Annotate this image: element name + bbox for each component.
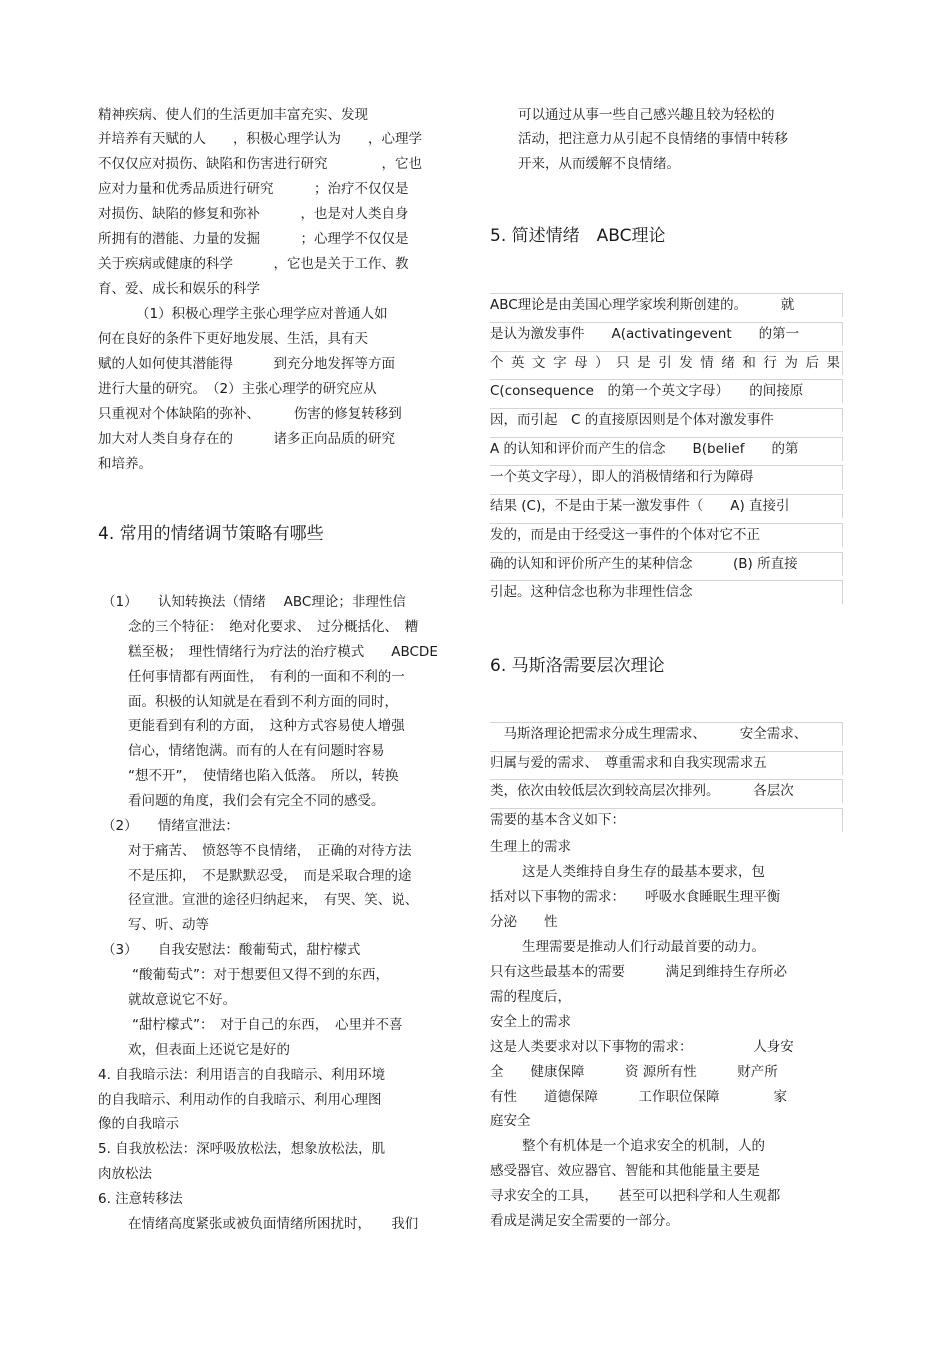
text-line: 和培养。: [98, 456, 152, 472]
boxed-text-line: 个英文字母）只是引发情绪和行为后果: [490, 351, 843, 375]
text-line: “想不开”， 使情绪也陷入低落。 所以，转换: [128, 768, 399, 784]
text-line: 需的程度后，: [490, 989, 571, 1005]
text-line: 全 健康保障 资 源所有性 财产所: [490, 1064, 778, 1080]
text-line: 活动，把注意力从引起不良情绪的事情中转移: [518, 131, 788, 147]
text-line: 育、爱、成长和娱乐的科学: [98, 281, 260, 297]
text-line: 对损伤、缺陷的修复和弥补 ，也是对人类自身: [98, 206, 409, 222]
boxed-text-line: 一个英文字母），即人的消极情绪和行为障碍: [490, 465, 843, 489]
text-line: 像的自我暗示: [98, 1116, 179, 1132]
text-line: 看成是满足安全需要的一部分。: [490, 1213, 679, 1229]
text-line: 对于痛苦、 愤怒等不良情绪， 正确的对待方法: [128, 843, 412, 859]
text-line: 6. 注意转移法: [98, 1191, 183, 1207]
boxed-text-line: 是认为激发事件 A(activatingevent 的第一: [490, 322, 843, 346]
text-line: 任何事情都有两面性， 有利的一面和不利的一: [128, 669, 405, 685]
text-line: （2） 情绪宣泄法：: [102, 818, 239, 834]
boxed-text-line: 引起。这种信念也称为非理性信念: [490, 580, 843, 604]
section-heading: 6. 马斯洛需要层次理论: [490, 656, 665, 676]
text-line: 5. 自我放松法：深呼吸放松法，想象放松法，肌: [98, 1141, 386, 1157]
text-line: 庭安全: [490, 1113, 531, 1129]
boxed-text-line: 结果 (C)，不是由于某一激发事件（ A) 直接引: [490, 494, 843, 518]
text-line: 写、听、动等: [128, 917, 209, 933]
boxed-text-line: 因，而引起 C 的直接原因则是个体对激发事件: [490, 408, 843, 432]
text-line: （1）积极心理学主张心理学应对普通人如: [136, 306, 388, 322]
boxed-text-line: C(consequence 的第一个英文字母） 的间接原: [490, 379, 843, 403]
boxed-text-line: 类，依次由较低层次到较高层次排列。 各层次: [490, 779, 843, 803]
text-line: 进行大量的研究。 （2）主张心理学的研究应从: [98, 381, 377, 397]
text-line: 只有这些最基本的需要 满足到维持生存所必: [490, 964, 787, 980]
text-line: 关于疾病或健康的科学 ，它也是关于工作、教: [98, 256, 409, 272]
text-line: 这是人类维持自身生存的最基本要求，包: [522, 864, 765, 880]
text-line: 4. 自我暗示法：利用语言的自我暗示、利用环境: [98, 1067, 386, 1083]
text-line: 何在良好的条件下更好地发展、生活，具有天: [98, 331, 368, 347]
text-line: 信心，情绪饱满。而有的人在有问题时容易: [128, 743, 385, 759]
text-line: 赋的人如何使其潜能得 到充分地发挥等方面: [98, 356, 395, 372]
text-line: 径宣泄。宣泄的途径归纳起来， 有哭、笑、说、: [128, 892, 419, 908]
text-line: （3） 自我安慰法：酸葡萄式，甜柠檬式: [102, 942, 361, 958]
text-line: 更能看到有利的方面， 这种方式容易使人增强: [128, 718, 405, 734]
boxed-text-line: A 的认知和评价而产生的信念 B(belief 的第: [490, 437, 843, 461]
text-line: 并培养有天赋的人 ，积极心理学认为 ，心理学: [98, 131, 422, 147]
text-line: 精神疾病、使人们的生活更加丰富充实、发现: [98, 107, 368, 123]
text-line: 生理需要是推动人们行动最首要的动力。: [522, 939, 765, 955]
text-line: 不仅仅应对损伤、缺陷和伤害进行研究 ，它也: [98, 156, 422, 172]
text-line: “甜柠檬式”： 对于自己的东西， 心里并不喜: [132, 1017, 403, 1033]
text-line: 看问题的角度，我们会有完全不同的感受。: [128, 793, 385, 809]
text-line: （1） 认知转换法（情绪 ABC理论；非理性信: [102, 594, 406, 610]
boxed-text-line: 归属与爱的需求、 尊重需求和自我实现需求五: [490, 751, 843, 775]
text-line: 可以通过从事一些自己感兴趣且较为轻松的: [518, 107, 775, 123]
text-line: 念的三个特征： 绝对化要求、 过分概括化、 糟: [128, 619, 419, 635]
section-heading: 4. 常用的情绪调节策略有哪些: [98, 524, 324, 544]
text-line: 括对以下事物的需求： 呼吸水食睡眠生理平衡: [490, 889, 781, 905]
text-line: 所拥有的潜能、力量的发掘 ；心理学不仅仅是: [98, 231, 409, 247]
text-line: 糕至极； 理性情绪行为疗法的治疗模式 ABCDE: [128, 644, 438, 660]
text-line: 开来，从而缓解不良情绪。: [518, 156, 680, 172]
text-line: 这是人类要求对以下事物的需求： 人身安: [490, 1039, 794, 1055]
text-line: 应对力量和优秀品质进行研究 ；治疗不仅仅是: [98, 181, 409, 197]
boxed-text-line: 发的，而是由于经受这一事件的个体对它不正: [490, 523, 843, 547]
text-line: 寻求安全的工具， 甚至可以把科学和人生观都: [490, 1188, 781, 1204]
text-line: 安全上的需求: [490, 1014, 571, 1030]
boxed-text-line: 需要的基本含义如下：: [490, 808, 843, 832]
boxed-text-line: ABC理论是由美国心理学家埃利斯创建的。 就: [490, 293, 843, 317]
text-line: 加大对人类自身存在的 诸多正向品质的研究: [98, 431, 395, 447]
text-line: 只重视对个体缺陷的弥补、 伤害的修复转移到: [98, 406, 402, 422]
text-line: 肉放松法: [98, 1166, 152, 1182]
text-line: 面。积极的认知就是在看到不利方面的同时，: [128, 694, 398, 710]
text-line: 整个有机体是一个追求安全的机制，人的: [522, 1138, 765, 1154]
text-line: 生理上的需求: [490, 839, 571, 855]
text-line: 就故意说它不好。: [128, 992, 236, 1008]
section-heading: 5. 简述情绪 ABC理论: [490, 226, 666, 246]
boxed-text-line: 确的认知和评价所产生的某种信念 (B) 所直接: [490, 552, 843, 576]
text-line: 不是压抑， 不是默默忍受， 而是采取合理的途: [128, 868, 412, 884]
text-line: 欢，但表面上还说它是好的: [128, 1042, 290, 1058]
text-line: 在情绪高度紧张或被负面情绪所困扰时， 我们: [128, 1216, 419, 1232]
text-line: 感受器官、效应器官、智能和其他能量主要是: [490, 1163, 760, 1179]
text-line: “酸葡萄式”：对于想要但又得不到的东西，: [132, 967, 389, 983]
boxed-text-line: 马斯洛理论把需求分成生理需求、 安全需求、: [490, 722, 843, 746]
text-line: 有性 道德保障 工作职位保障 家: [490, 1089, 787, 1105]
text-line: 分泌 性: [490, 914, 558, 930]
text-line: 的自我暗示、利用动作的自我暗示、利用心理图: [98, 1092, 382, 1108]
